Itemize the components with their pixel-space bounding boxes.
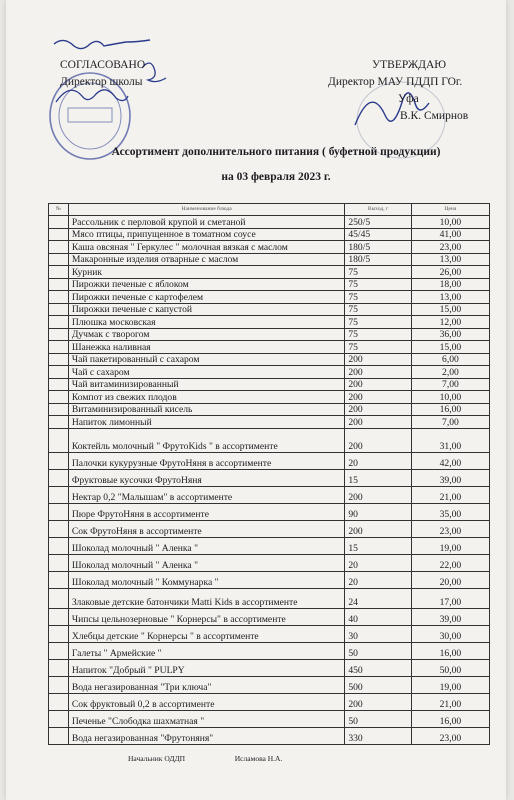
item-output-cell: 200 — [345, 428, 412, 452]
item-price-cell: 23,00 — [411, 520, 489, 537]
table-row — [49, 241, 490, 254]
table-row — [49, 328, 490, 341]
row-number-cell — [49, 469, 69, 486]
row-number-cell — [49, 291, 69, 304]
item-price-cell: 18,00 — [411, 278, 489, 291]
table-row — [49, 659, 490, 676]
item-output-cell: 20 — [345, 554, 412, 571]
approval-right-block — [328, 57, 468, 125]
row-number-cell — [49, 416, 69, 429]
row-number-cell — [49, 366, 69, 379]
table-row — [49, 503, 490, 520]
item-price-cell: 35,00 — [411, 503, 489, 520]
item-price-cell: 19,00 — [411, 537, 489, 554]
item-price-cell: 39,00 — [411, 608, 489, 625]
item-name-cell: Курник — [68, 266, 345, 279]
director-position: Директор МАУ ПДДП ГОг. — [328, 76, 463, 88]
item-price-cell: 16,00 — [411, 642, 489, 659]
row-number-cell — [49, 253, 69, 266]
item-name-cell: Вода негазированная "Фрутоняня" — [68, 727, 345, 744]
item-price-cell: 10,00 — [411, 216, 489, 229]
item-name-cell: Коктейль молочный " ФрутоKids " в ассортименте — [68, 428, 345, 452]
item-name-cell: Чай с сахаром — [68, 366, 345, 379]
table-row — [49, 378, 490, 391]
item-output-cell: 20 — [345, 571, 412, 588]
director-name: В.К. Смирнов — [400, 110, 469, 122]
item-output-cell: 45/45 — [345, 228, 412, 241]
table-row — [49, 642, 490, 659]
item-output-cell: 30 — [345, 625, 412, 642]
item-name-cell: Чипсы цельнозерновые " Корнерсы" в ассортименте — [68, 608, 345, 625]
table-row — [49, 316, 490, 329]
item-output-cell: 15 — [345, 537, 412, 554]
item-name-cell: Компот из свежих плодов — [68, 391, 345, 404]
item-name-cell: Чай пакетированный с сахаром — [68, 353, 345, 366]
item-output-cell: 200 — [345, 366, 412, 379]
item-output-cell: 75 — [345, 328, 412, 341]
header-price: Цена — [411, 204, 489, 216]
table-row — [49, 727, 490, 744]
item-output-cell: 50 — [345, 642, 412, 659]
approval-left-block — [60, 57, 145, 91]
row-number-cell — [49, 571, 69, 588]
footer-signature-line — [128, 754, 282, 763]
item-output-cell: 75 — [345, 316, 412, 329]
row-number-cell — [49, 391, 69, 404]
table-row — [49, 537, 490, 554]
table-row — [49, 588, 490, 608]
item-output-cell: 40 — [345, 608, 412, 625]
item-price-cell: 16,00 — [411, 403, 489, 416]
item-name-cell: Шоколад молочный " Коммунарка " — [68, 571, 345, 588]
item-output-cell: 50 — [345, 710, 412, 727]
item-output-cell: 450 — [345, 659, 412, 676]
item-output-cell: 200 — [345, 520, 412, 537]
item-name-cell: Пюре ФрутоНяня в ассортименте — [68, 503, 345, 520]
item-output-cell: 24 — [345, 588, 412, 608]
row-number-cell — [49, 228, 69, 241]
item-price-cell: 31,00 — [411, 428, 489, 452]
row-number-cell — [49, 503, 69, 520]
item-price-cell: 10,00 — [411, 391, 489, 404]
row-number-cell — [49, 316, 69, 329]
item-output-cell: 180/5 — [345, 253, 412, 266]
row-number-cell — [49, 428, 69, 452]
item-price-cell: 19,00 — [411, 676, 489, 693]
item-name-cell: Плюшка московская — [68, 316, 345, 329]
approve-label: УТВЕРЖДАЮ — [372, 59, 447, 71]
item-output-cell: 500 — [345, 676, 412, 693]
table-row — [49, 520, 490, 537]
row-number-cell — [49, 625, 69, 642]
table-row — [49, 486, 490, 503]
school-director-label: Директор школы — [60, 76, 143, 88]
item-price-cell: 16,00 — [411, 710, 489, 727]
item-name-cell: Дучмак с творогом — [68, 328, 345, 341]
item-output-cell: 200 — [345, 391, 412, 404]
item-name-cell: Шоколад молочный " Аленка " — [68, 554, 345, 571]
item-output-cell: 75 — [345, 266, 412, 279]
table-row — [49, 366, 490, 379]
row-number-cell — [49, 241, 69, 254]
table-row — [49, 469, 490, 486]
item-name-cell: Макаронные изделия отварные с маслом — [68, 253, 345, 266]
item-price-cell: 2,00 — [411, 366, 489, 379]
item-price-cell: 20,00 — [411, 571, 489, 588]
item-name-cell: Пирожки печеные с яблоком — [68, 278, 345, 291]
item-output-cell: 15 — [345, 469, 412, 486]
table-row — [49, 608, 490, 625]
item-price-cell: 30,00 — [411, 625, 489, 642]
item-name-cell: Чай витаминизированный — [68, 378, 345, 391]
item-output-cell: 90 — [345, 503, 412, 520]
table-row — [49, 291, 490, 304]
item-name-cell: Нектар 0,2 "Малышам" в ассортименте — [68, 486, 345, 503]
item-price-cell: 41,00 — [411, 228, 489, 241]
row-number-cell — [49, 642, 69, 659]
item-price-cell: 22,00 — [411, 554, 489, 571]
table-row — [49, 391, 490, 404]
table-row — [49, 428, 490, 452]
table-header-row — [49, 204, 490, 216]
table-row — [49, 710, 490, 727]
item-output-cell: 75 — [345, 278, 412, 291]
item-output-cell: 200 — [345, 416, 412, 429]
item-price-cell: 15,00 — [411, 341, 489, 354]
item-name-cell: Галеты " Армейские " — [68, 642, 345, 659]
table-row — [49, 216, 490, 229]
table-row — [49, 416, 490, 429]
item-price-cell: 7,00 — [411, 416, 489, 429]
item-output-cell: 200 — [345, 486, 412, 503]
row-number-cell — [49, 693, 69, 710]
item-output-cell: 75 — [345, 341, 412, 354]
table-row — [49, 253, 490, 266]
item-price-cell: 7,00 — [411, 378, 489, 391]
row-number-cell — [49, 588, 69, 608]
item-price-cell: 13,00 — [411, 253, 489, 266]
table-row — [49, 228, 490, 241]
item-name-cell: Шанежка наливная — [68, 341, 345, 354]
item-output-cell: 75 — [345, 303, 412, 316]
row-number-cell — [49, 520, 69, 537]
table-row — [49, 554, 490, 571]
item-price-cell: 21,00 — [411, 486, 489, 503]
item-name-cell: Печенье "Слободка шахматная " — [68, 710, 345, 727]
item-name-cell: Напиток лимонный — [68, 416, 345, 429]
item-output-cell: 200 — [345, 378, 412, 391]
item-output-cell: 180/5 — [345, 241, 412, 254]
item-name-cell: Пирожки печеные с капустой — [68, 303, 345, 316]
row-number-cell — [49, 278, 69, 291]
item-price-cell: 26,00 — [411, 266, 489, 279]
city-label: Уфа — [398, 93, 419, 105]
item-name-cell: Злаковые детские батончики Matti Kids в ассортименте — [68, 588, 345, 608]
table-row — [49, 353, 490, 366]
header-name: Наименование блюда — [68, 204, 345, 216]
table-row — [49, 266, 490, 279]
item-price-cell: 21,00 — [411, 693, 489, 710]
item-name-cell: Каша овсяная " Геркулес " молочная вязкая с маслом — [68, 241, 345, 254]
item-price-cell: 6,00 — [411, 353, 489, 366]
table-row — [49, 303, 490, 316]
row-number-cell — [49, 328, 69, 341]
item-output-cell: 330 — [345, 727, 412, 744]
item-name-cell: Сок ФрутоНяня в ассортименте — [68, 520, 345, 537]
item-price-cell: 17,00 — [411, 588, 489, 608]
item-name-cell: Витаминизированный кисель — [68, 403, 345, 416]
row-number-cell — [49, 659, 69, 676]
row-number-cell — [49, 266, 69, 279]
item-price-cell: 15,00 — [411, 303, 489, 316]
item-name-cell: Напиток "Добрый " PULPY — [68, 659, 345, 676]
row-number-cell — [49, 676, 69, 693]
item-output-cell: 200 — [345, 403, 412, 416]
item-price-cell: 23,00 — [411, 241, 489, 254]
row-number-cell — [49, 403, 69, 416]
footer-position: Начальник ОДДП — [128, 754, 186, 763]
header-output: Выход, г — [345, 204, 412, 216]
row-number-cell — [49, 608, 69, 625]
row-number-cell — [49, 554, 69, 571]
row-number-cell — [49, 378, 69, 391]
item-output-cell: 20 — [345, 452, 412, 469]
item-name-cell: Вода негазированная "Три ключа" — [68, 676, 345, 693]
item-price-cell: 42,00 — [411, 452, 489, 469]
row-number-cell — [49, 303, 69, 316]
document-title: Ассортимент дополнительного питания ( буфетной продукции) — [111, 146, 441, 158]
table-row — [49, 452, 490, 469]
row-number-cell — [49, 537, 69, 554]
item-output-cell: 200 — [345, 693, 412, 710]
item-price-cell: 50,00 — [411, 659, 489, 676]
item-name-cell: Сок фруктовый 0,2 в ассортименте — [68, 693, 345, 710]
table-row — [49, 625, 490, 642]
item-output-cell: 250/5 — [345, 216, 412, 229]
item-name-cell: Палочки кукурузные ФрутоНяня в ассортименте — [68, 452, 345, 469]
table-row — [49, 693, 490, 710]
footer-name: Исламова Н.А. — [234, 754, 283, 763]
agreed-label: СОГЛАСОВАНО — [60, 59, 146, 71]
item-price-cell: 12,00 — [411, 316, 489, 329]
item-output-cell: 200 — [345, 353, 412, 366]
document-date: на 03 февраля 2023 г. — [221, 171, 331, 183]
item-name-cell: Рассольник с перловой крупой и сметаной — [68, 216, 345, 229]
item-name-cell: Мясо птицы, припущенное в томатном соусе — [68, 228, 345, 241]
item-name-cell: Хлебцы детские " Корнерсы " в ассортименте — [68, 625, 345, 642]
row-number-cell — [49, 216, 69, 229]
item-price-cell: 36,00 — [411, 328, 489, 341]
row-number-cell — [49, 727, 69, 744]
item-price-cell: 39,00 — [411, 469, 489, 486]
item-name-cell: Фруктовые кусочки ФрутоНяня — [68, 469, 345, 486]
row-number-cell — [49, 486, 69, 503]
item-price-cell: 13,00 — [411, 291, 489, 304]
table-row — [49, 571, 490, 588]
row-number-cell — [49, 341, 69, 354]
item-name-cell: Шоколад молочный " Аленка " — [68, 537, 345, 554]
assortment-table — [48, 203, 490, 745]
document-page — [6, 0, 506, 800]
item-price-cell: 23,00 — [411, 727, 489, 744]
table-row — [49, 341, 490, 354]
table-row — [49, 403, 490, 416]
header-number: № — [49, 204, 69, 216]
row-number-cell — [49, 353, 69, 366]
item-name-cell: Пирожки печеные с картофелем — [68, 291, 345, 304]
table-row — [49, 676, 490, 693]
row-number-cell — [49, 452, 69, 469]
item-output-cell: 75 — [345, 291, 412, 304]
row-number-cell — [49, 710, 69, 727]
table-row — [49, 278, 490, 291]
